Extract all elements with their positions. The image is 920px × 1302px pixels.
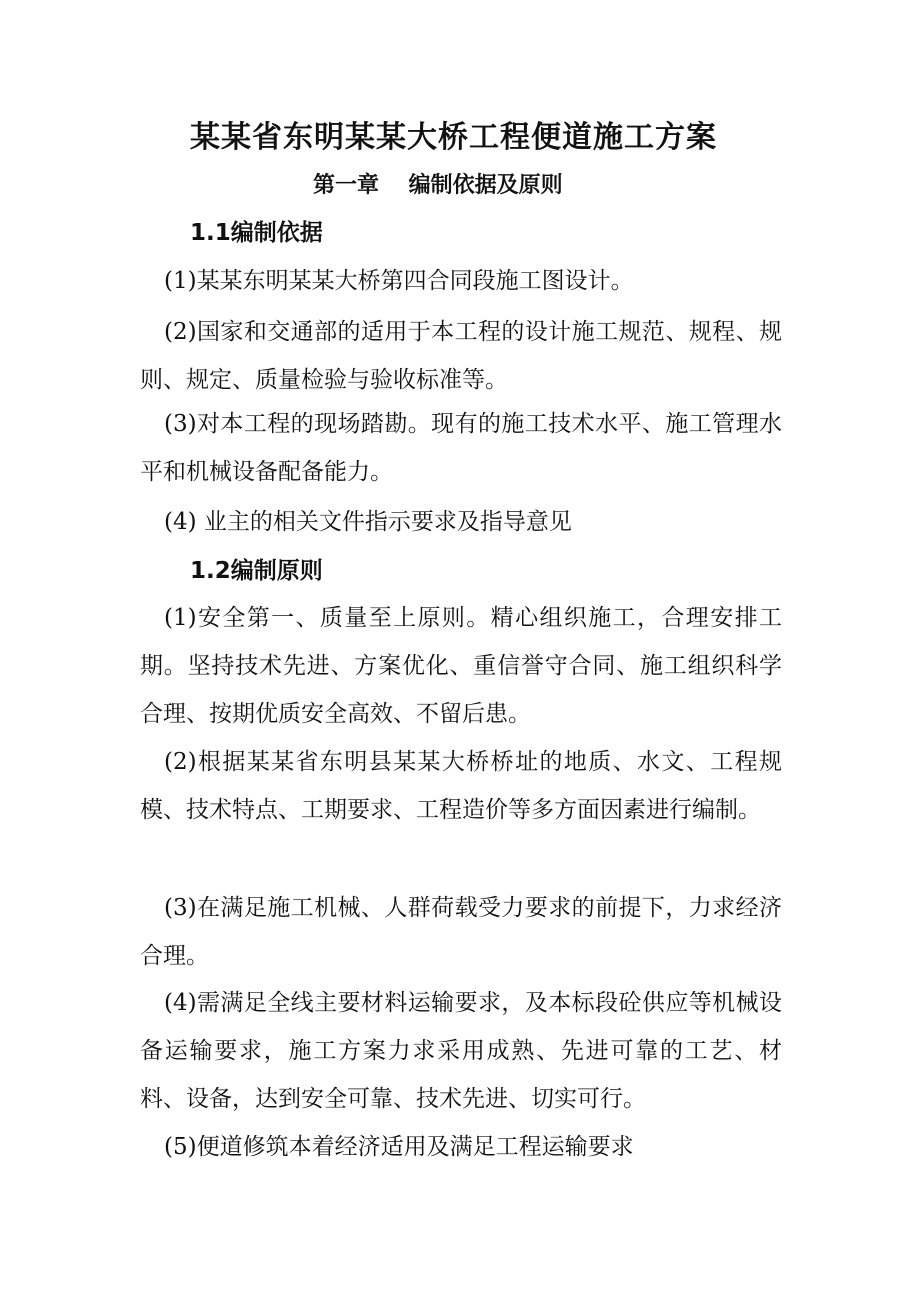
paragraph: (3)在满足施工机械、人群荷载受力要求的前提下，力求经济合理。 <box>140 895 782 969</box>
paragraph: (2)国家和交通部的适用于本工程的设计施工规范、规程、规则、规定、质量检验与验收标准等。 <box>140 319 782 393</box>
paragraph: (3)对本工程的现场踏勘。现有的施工技术水平、施工管理水平和机械设备配备能力。 <box>140 411 782 485</box>
paragraph: (1)安全第一、质量至上原则。精心组织施工，合理安排工期。坚持技术先进、方案优化、重信誉守合同、施工组织科学合理、按期优质安全高效、不留后患。 <box>140 605 782 727</box>
paragraph: (5)便道修筑本着经济适用及满足工程运输要求 <box>164 1134 634 1160</box>
chapter-heading: 第一章 编制依据及原则 <box>313 173 563 198</box>
section-heading: 1.2编制原则 <box>190 558 323 584</box>
paragraph: (4)需满足全线主要材料运输要求，及本标段砼供应等机械设备运输要求，施工方案力求采用成熟、先进可靠的工艺、材料、设备，达到安全可靠、技术先进、切实可行。 <box>140 990 782 1112</box>
document-title: 某某省东明某某大桥工程便道施工方案 <box>190 120 717 155</box>
section-heading: 1.1编制依据 <box>190 220 323 246</box>
paragraph: (2)根据某某省东明县某某大桥桥址的地质、水文、工程规模、技术特点、工期要求、工程造价等多方面因素进行编制。 <box>140 749 782 823</box>
paragraph: (1)某某东明某某大桥第四合同段施工图设计。 <box>164 268 634 294</box>
paragraph: (4) 业主的相关文件指示要求及指导意见 <box>164 509 572 535</box>
